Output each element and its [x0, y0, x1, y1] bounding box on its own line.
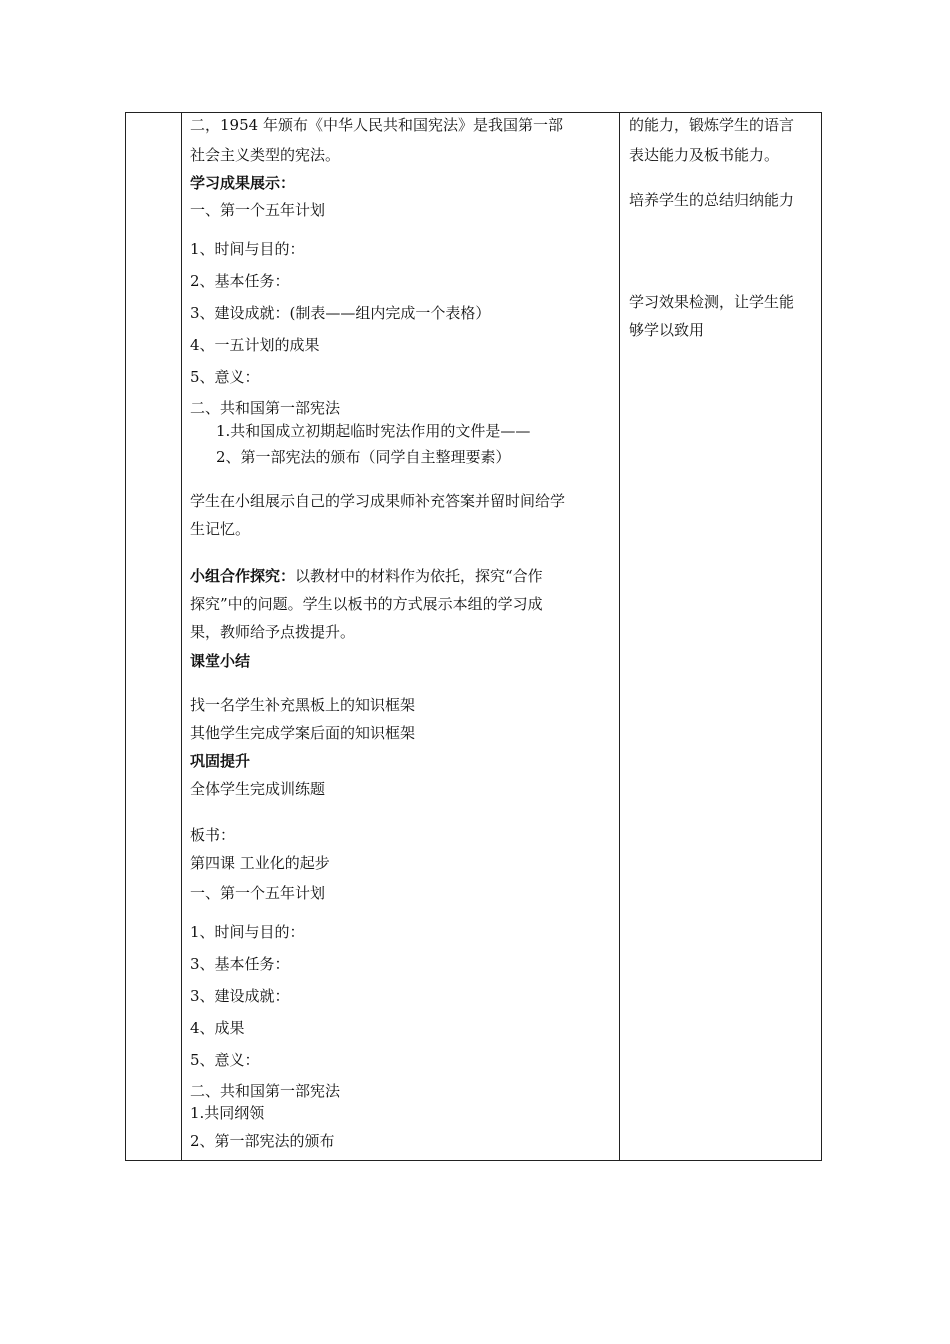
text-line: 其他学生完成学案后面的知识框架 — [190, 724, 416, 742]
text-line: 板书： — [190, 826, 236, 844]
text-line: 一、第一个五年计划 — [190, 201, 326, 219]
note-line: 够学以致用 — [629, 321, 705, 339]
text-line: 2、第一部宪法的颁布（同学自主整理要素） — [216, 448, 511, 466]
text-line: 二、共和国第一部宪法 — [190, 399, 341, 417]
text-line: 果，教师给予点拨提升。 — [190, 623, 356, 641]
text-line: 找一名学生补充黑板上的知识框架 — [190, 696, 416, 714]
text-line: 3、建设成就：(制表——组内完成一个表格） — [190, 304, 491, 322]
column-divider — [181, 113, 182, 1160]
text-span: 以教材中的材料作为依托，探究“合作 — [295, 567, 543, 585]
section-heading: 学习成果展示： — [190, 174, 296, 192]
text-line: 5、意义： — [190, 368, 260, 386]
text-line: 3、基本任务： — [190, 955, 290, 973]
text-line: 1、时间与目的： — [190, 923, 305, 941]
section-heading: 课堂小结 — [190, 652, 251, 670]
text-line: 二，1954 年颁布《中华人民共和国宪法》是我国第一部 — [190, 116, 563, 134]
text-line: 社会主义类型的宪法。 — [190, 146, 341, 164]
text-line: 5、意义： — [190, 1051, 260, 1069]
text-line: 生记忆。 — [190, 520, 251, 538]
text-line: 1.共同纲领 — [190, 1104, 265, 1122]
text-line: 第四课 工业化的起步 — [190, 854, 330, 872]
text-line: 2、第一部宪法的颁布 — [190, 1132, 335, 1150]
text-line: 1.共和国成立初期起临时宪法作用的文件是—— — [216, 422, 531, 440]
text-line: 学生在小组展示自己的学习成果师补充答案并留时间给学 — [190, 492, 566, 510]
text-line: 二、共和国第一部宪法 — [190, 1082, 341, 1100]
text-line — [190, 566, 543, 586]
text-line: 4、成果 — [190, 1019, 245, 1037]
text-line: 探究”中的问题。学生以板书的方式展示本组的学习成 — [190, 595, 543, 613]
note-line: 培养学生的总结归纳能力 — [629, 191, 795, 209]
text-line: 3、建设成就： — [190, 987, 290, 1005]
text-line: 4、一五计划的成果 — [190, 336, 320, 354]
column-divider — [619, 113, 620, 1160]
note-line: 表达能力及板书能力。 — [629, 146, 780, 164]
text-line: 一、第一个五年计划 — [190, 884, 326, 902]
section-heading: 小组合作探究： — [190, 567, 296, 585]
text-line: 1、时间与目的： — [190, 240, 305, 258]
text-line: 全体学生完成训练题 — [190, 780, 326, 798]
note-line: 的能力，锻炼学生的语言 — [629, 116, 795, 134]
text-line: 2、基本任务： — [190, 272, 290, 290]
section-heading: 巩固提升 — [190, 752, 251, 770]
note-line: 学习效果检测，让学生能 — [629, 293, 795, 311]
